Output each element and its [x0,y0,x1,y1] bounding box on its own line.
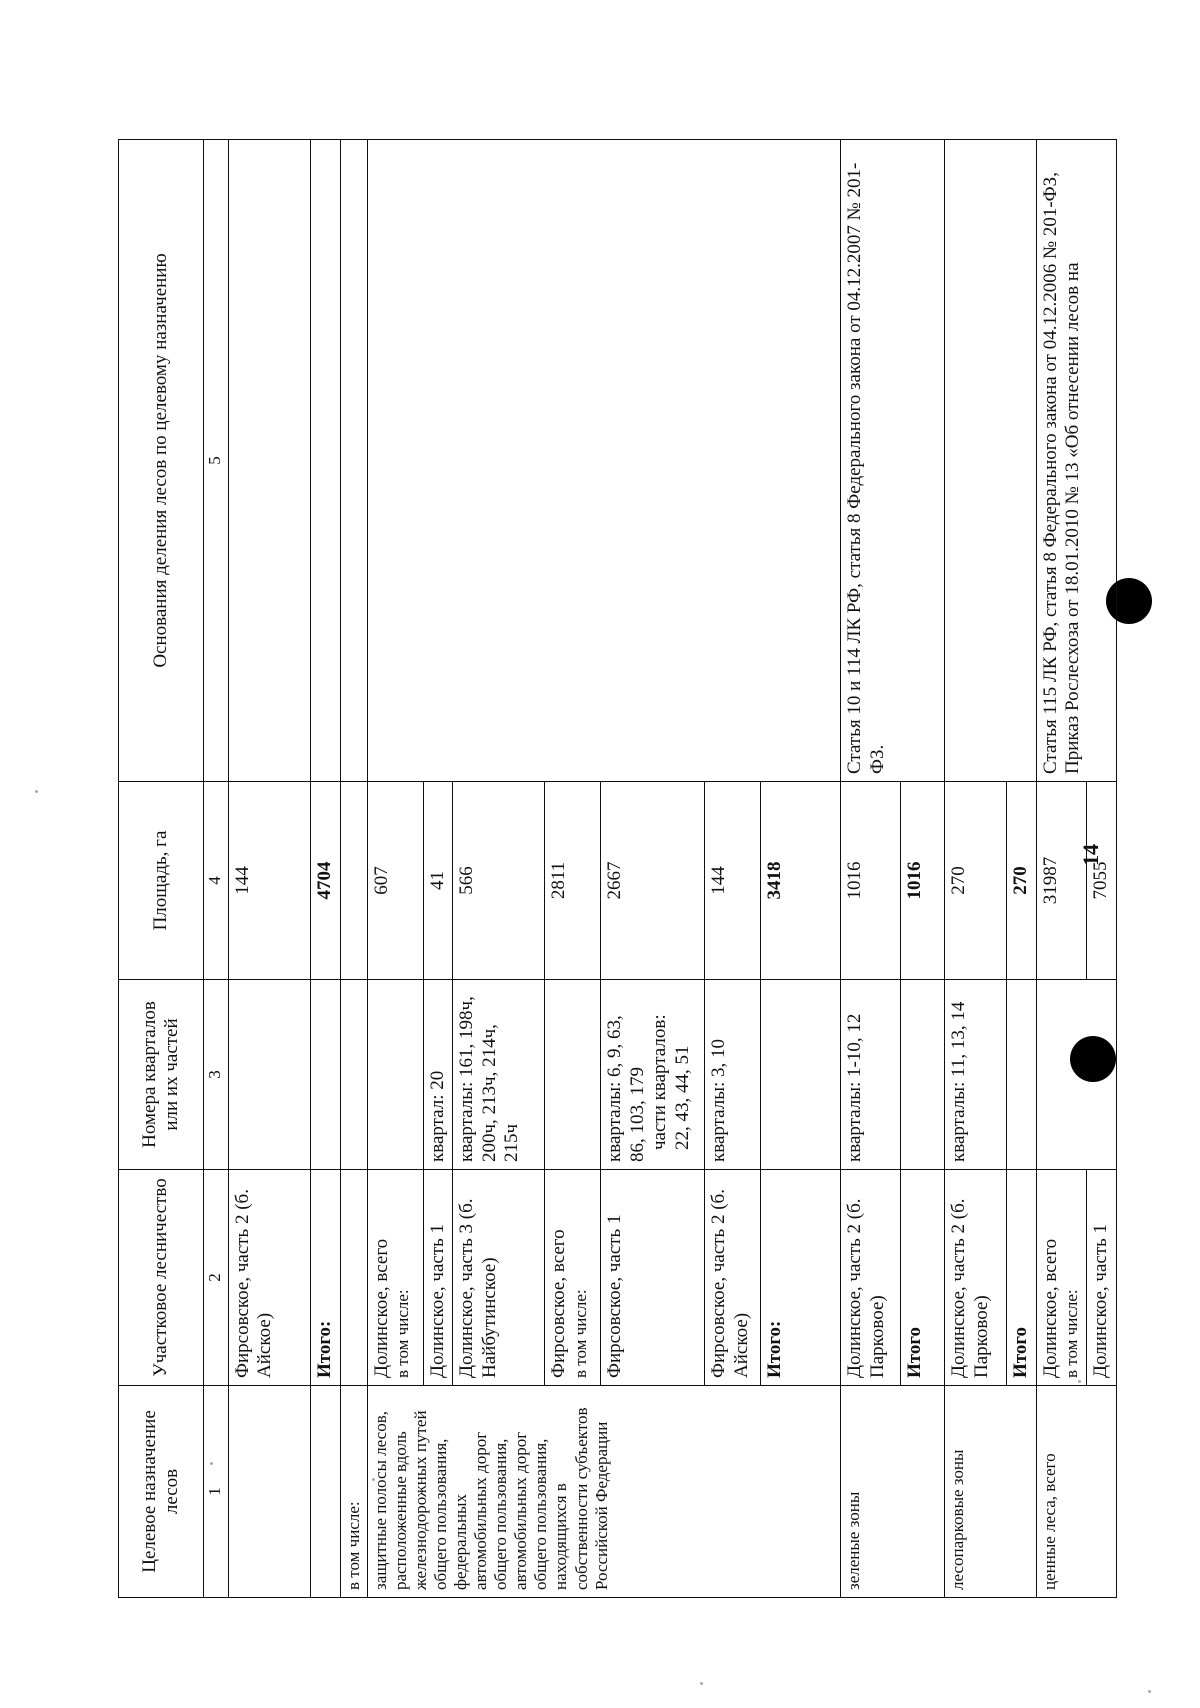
purpose-cell: зеленые зоны [841,1386,945,1598]
basis-cell [229,140,311,782]
page-number: 14 [1078,844,1103,866]
purpose-cell: ценные леса, всего [1036,1386,1116,1598]
empty-cell [311,1386,341,1598]
table-row [311,140,341,1598]
area-cell: 41 [424,782,453,980]
table-row [841,140,901,1598]
area-cell: 31987 [1036,782,1086,980]
quarters-cell: кварталы: 3, 10 [705,980,761,1170]
total-area: 4704 [311,782,341,980]
total-label: Итого [901,1170,945,1386]
column-number: 2 [204,1170,229,1386]
forestry-cell [1036,1170,1086,1386]
forestry-name: Фирсовское, всего [548,1229,570,1378]
forestry-cell: Долинское, часть 1 [1086,1170,1116,1386]
area-cell: 1016 [841,782,901,980]
including-label: в том числе: [1062,1289,1082,1378]
forestry-cell: Фирсовское, часть 2 (б. Айское) [229,1170,311,1386]
header-basis: Основания деления лесов по целевому назначению [119,140,204,782]
forest-purpose-table [118,139,1117,1598]
table-header-row [119,140,204,1598]
total-area: 3418 [761,782,841,980]
quarters-cell [761,980,841,1170]
empty-cell [229,1386,311,1598]
column-number: 5 [204,140,229,782]
area-cell: 270 [945,782,1007,980]
quarters-cell [1036,980,1116,1170]
column-number: 3 [204,980,229,1170]
rotated-document [118,140,1111,1598]
total-label: Итого [1007,1170,1036,1386]
quarters-cell: квартал: 20 [424,980,453,1170]
area-cell: 566 [453,782,545,980]
basis-cell [368,140,841,782]
forestry-name: Долинское, всего [371,1238,393,1378]
forestry-cell: Фирсовское, часть 1 [601,1170,705,1386]
area-cell: 144 [229,782,311,980]
empty-cell [341,140,368,782]
column-number-row [204,140,229,1598]
empty-cell [341,1170,368,1386]
scan-speck [700,1682,703,1685]
quarters-cell [229,980,311,1170]
including-label: в том числе: [393,1289,413,1378]
basis-cell: Статья 10 и 114 ЛК РФ, статья 8 Федерального закона от 04.12.2007 № 201-ФЗ. [841,140,945,782]
table-row [368,140,424,1598]
including-label: в том числе: [570,1289,590,1378]
table-row [341,140,368,1598]
total-label: Итого: [311,1170,341,1386]
quarters-cell [545,980,601,1170]
area-cell: 607 [368,782,424,980]
basis-cell [945,140,1036,782]
table-row [229,140,311,1598]
column-number: 1 [204,1386,229,1598]
area-cell: 7055 [1086,782,1116,980]
forestry-cell: Долинское, часть 3 (б. Найбутинское) [453,1170,545,1386]
purpose-cell: лесопарковые зоны [945,1386,1036,1598]
table-row [1036,140,1086,1598]
header-area: Площадь, га [119,782,204,980]
table-row [945,140,1007,1598]
quarters-cell: кварталы: 11, 13, 14 [945,980,1007,1170]
forestry-cell: Фирсовское, часть 2 (б. Айское) [705,1170,761,1386]
quarters-cell [601,980,705,1170]
quarter-parts-list: части кварталов: 22, 43, 44, 51 [649,1014,693,1150]
header-purpose: Целевое назначение лесов [119,1386,204,1598]
forestry-cell: Долинское, часть 1 [424,1170,453,1386]
empty-cell [341,980,368,1170]
forestry-cell: Долинское, часть 2 (б. Парковое) [945,1170,1007,1386]
forestry-cell: Долинское, часть 2 (б. Парковое) [841,1170,901,1386]
forestry-cell [545,1170,601,1386]
basis-cell: Статья 115 ЛК РФ, статья 8 Федерального закона от 04.12.2006 № 201-ФЗ, Приказ Рослесхоза от 18.01.2010 № 13 «Об отнесении лесов на [1036,140,1116,782]
forestry-cell [368,1170,424,1386]
column-number: 4 [204,782,229,980]
area-cell: 2811 [545,782,601,980]
scan-speck [1148,1690,1151,1693]
header-quarters: Номера кварталов или их частей [119,980,204,1170]
total-label: Итого: [761,1170,841,1386]
quarters-cell [311,980,341,1170]
forestry-name: Долинское, всего [1039,1238,1061,1378]
quarters-cell [368,980,424,1170]
including-label: в том числе: [341,1386,368,1598]
total-area: 1016 [901,782,945,980]
quarters-cell: кварталы: 161, 198ч, 200ч, 213ч, 214ч, 215ч [453,980,545,1170]
area-cell: 2667 [601,782,705,980]
header-forestry: Участковое лесничество [119,1170,204,1386]
quarters-cell [1007,980,1036,1170]
quarters-list: кварталы: 6, 9, 63, 86, 103, 179 [604,1015,648,1162]
quarters-cell: кварталы: 1-10, 12 [841,980,901,1170]
basis-cell [311,140,341,782]
scan-speck [35,790,38,793]
empty-cell [341,782,368,980]
area-cell: 144 [705,782,761,980]
total-area: 270 [1007,782,1036,980]
purpose-cell: защитные полосы лесов, расположенные вдоль железнодорожных путей общего пользования, федеральных автомобильных дорог общего пользования, автомобильных дорог общего пользования, находящихся в собственности субъектов Российской Федерации [368,1386,841,1598]
quarters-cell [901,980,945,1170]
